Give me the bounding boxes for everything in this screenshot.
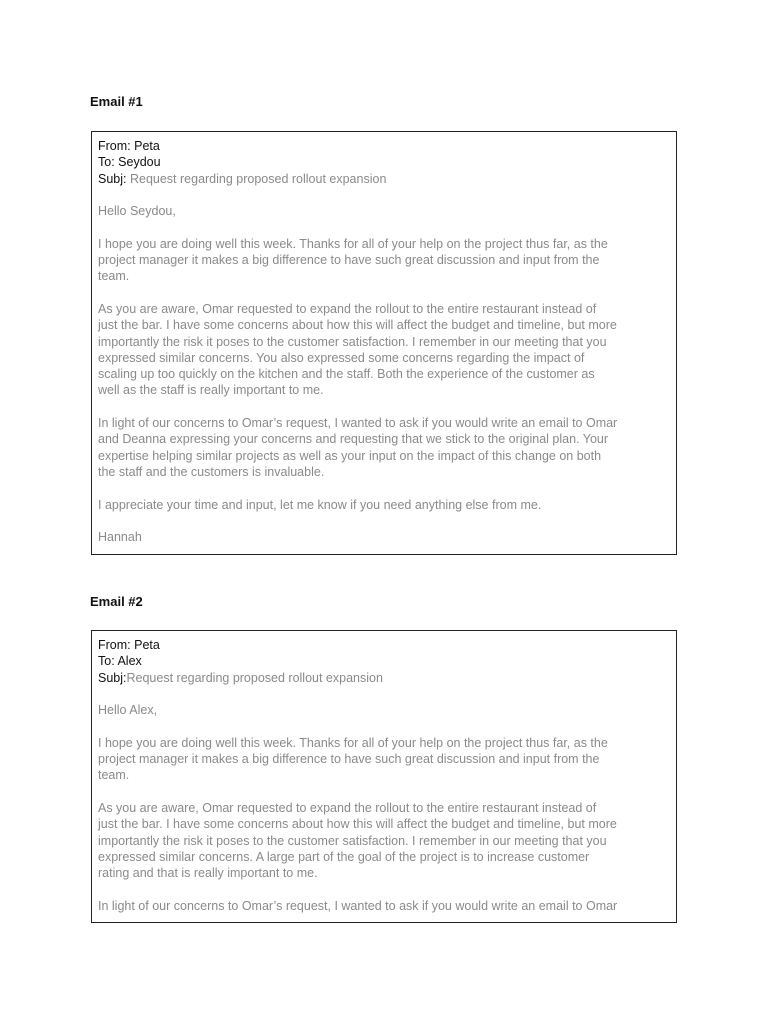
email-2-greeting: Hello Alex,	[98, 703, 158, 718]
email-2-from-line	[98, 637, 670, 653]
to-value: Seydou	[118, 155, 161, 170]
subject-label: Subj:	[98, 171, 127, 186]
subject-value: Request regarding proposed rollout expansion	[126, 171, 387, 186]
email-2-paragraph-3: In light of our concerns to Omar’s request, I wanted to ask if you would write an email to Omar	[98, 898, 618, 913]
email-2-subject-line	[98, 670, 670, 686]
email-1-paragraph-4: I appreciate your time and input, let me know if you need anything else from me.	[98, 497, 542, 512]
to-value: Alex	[117, 654, 142, 669]
email-1-signature: Hannah	[98, 530, 142, 545]
email-2-box	[91, 630, 677, 923]
subject-label: Subj:	[98, 670, 127, 685]
email-2-paragraph-1: I hope you are doing well this week. Thanks for all of your help on the project thus far, as the project manager it makes a big difference to have such great discussion and input from the team.	[98, 735, 608, 783]
email-2-heading: Email #2	[90, 594, 143, 609]
email-1-to-line	[98, 154, 670, 170]
email-1-from-line	[98, 138, 670, 154]
from-label: From:	[98, 638, 135, 652]
email-1-heading: Email #1	[90, 94, 143, 109]
email-1-greeting: Hello Seydou,	[98, 204, 176, 219]
from-label: From:	[98, 139, 135, 153]
from-value: Peta	[134, 638, 160, 652]
email-1-box	[91, 131, 677, 555]
to-label: To:	[98, 654, 118, 669]
email-1-subject-line	[98, 171, 670, 187]
from-value: Peta	[134, 139, 160, 153]
email-1-paragraph-3: In light of our concerns to Omar’s request, I wanted to ask if you would write an email to Omar and Deanna expressing your concerns and requesting that we stick to the original plan. Your expertise helping similar projects as well as your input on the impact of this change on both the staff and the customers is invaluable.	[98, 416, 618, 479]
email-2-to-line	[98, 653, 670, 669]
email-2-paragraph-2: As you are aware, Omar requested to expand the rollout to the entire restaurant instead of just the bar. I have some concerns about how this will affect the budget and timeline, but more importantly the risk it poses to the customer satisfaction. I remember in our meeting that you expressed similar concerns. A large part of the goal of the project is to increase customer rating and that is really important to me.	[98, 800, 617, 881]
subject-value: Request regarding proposed rollout expansion	[126, 670, 383, 685]
email-1-paragraph-1: I hope you are doing well this week. Thanks for all of your help on the project thus far, as the project manager it makes a big difference to have such great discussion and input from the team.	[98, 236, 608, 284]
email-1-paragraph-2: As you are aware, Omar requested to expand the rollout to the entire restaurant instead of just the bar. I have some concerns about how this will affect the budget and timeline, but more importantly the risk it poses to the customer satisfaction. I remember in our meeting that you expressed similar concerns. You also expressed some concerns regarding the impact of scaling up too quickly on the kitchen and the staff. Both the experience of the customer as well as the staff is really important to me.	[98, 301, 617, 398]
to-label: To:	[98, 155, 119, 170]
